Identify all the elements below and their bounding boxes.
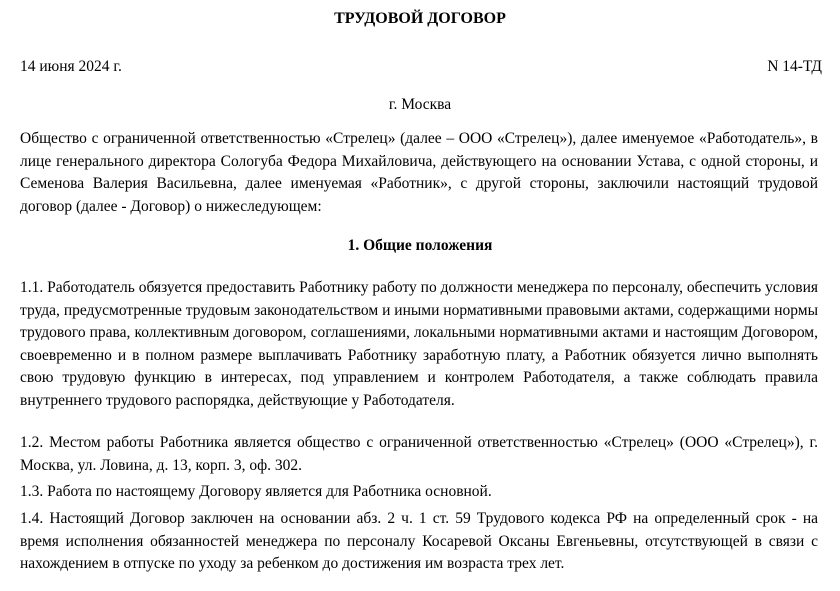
clause-1-2: 1.2. Местом работы Работника является общество с ограниченной ответственностью «Стрелец» (ООО «Стрелец»), г. Москва, ул. Ловина, д. 13, корп. 3, оф. 302. (20, 434, 818, 474)
clause-1-1: 1.1. Работодатель обязуется предоставить Работнику работу по должности менеджера по персоналу, обеспечить условия труда, предусмотренные трудовым законодательством и иными нормативными правовыми актами, содержащими нормы трудового права, коллективным договором, соглашениями, локальными нормативными актами и настоящим Договором, своевременно и в полном размере выплачивать Работнику заработную плату, а Работник обязуется лично выполнять свою трудовую функцию в интересах, под управлением и контролем Работодателя, а также соблюдать правила внутреннего трудового распорядка, действующие у Работодателя. (20, 279, 818, 409)
document-title: ТРУДОВОЙ ДОГОВОР (334, 10, 506, 27)
clause-1-3: 1.3. Работа по настоящему Договору является для Работника основной. (20, 483, 492, 500)
contract-city: г. Москва (388, 96, 452, 113)
section-heading: 1. Общие положения (347, 237, 493, 254)
contract-number: N 14-ТД (767, 58, 822, 75)
clause-1-4: 1.4. Настоящий Договор заключен на основании абз. 2 ч. 1 ст. 59 Трудового кодекса РФ на определенный срок - на время исполнения обязанностей менеджера по персоналу Косаревой Оксаны Евгеньевны, отсутствующей в связи с нахождением в отпуске по уходу за ребенком до достижения им возраста трех лет. (20, 510, 818, 573)
preamble-paragraph: Общество с ограниченной ответственностью «Стрелец» (далее – ООО «Стрелец»), далее именуемое «Работодатель», в лице генерального директора Сологуба Федора Михайловича, действующего на основании Устава, с одной стороны, и Семенова Валерия Васильевна, далее именуемая «Работник», с другой стороны, заключили настоящий трудовой договор (далее - Договор) о нижеследующем: (20, 130, 818, 215)
contract-date: 14 июня 2024 г. (20, 58, 122, 75)
